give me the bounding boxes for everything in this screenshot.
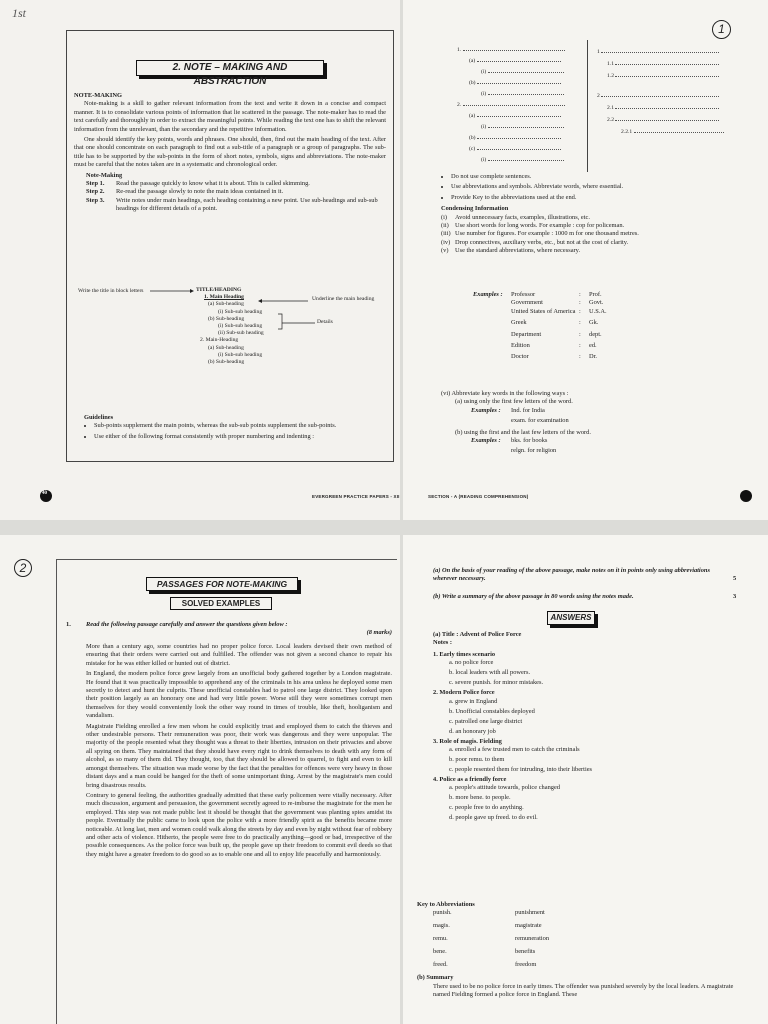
- passage-paragraph: In England, the modern police force grew largely from an unofficial body gathered together by a London magistrate. He found that it was practically impossible to apprehend any of the criminals in his area unless he deployed some men secretly to detect and hunt the culprits. These unofficial constables had to patrol one large district. They looked upon their position largely as an honorary one and had very little power. Worse still they were sometimes corrupt men themselves for they would conveniently look the other way round in times of trouble, like theft, hooliganism and vandalism.: [86, 670, 392, 720]
- page-note-making: [0, 0, 400, 520]
- step-text: Read the passage quickly to know what it is about. This is called skimming.: [116, 180, 310, 188]
- abbreviation-ways: (vi) Abbreviate key words in the following ways : (a) using only the first few letters of the word. Examples : Ind. for India exam. for examination (b) using the first and the last few letters of the word. Examples : bks. for books relgn. for religion: [441, 390, 751, 456]
- notes-item: a. grew in England: [449, 697, 498, 705]
- diagram-outline: [196, 287, 326, 366]
- question-a-marks: 5: [733, 575, 737, 582]
- passage-title: PASSAGES FOR NOTE-MAKING: [146, 577, 298, 591]
- notes-item: a. enrolled a few trusted men to catch the criminals: [449, 746, 580, 754]
- notes-item: b. Unofficial constables deployed: [449, 707, 535, 715]
- format-divider: [587, 40, 588, 172]
- notes-label: Notes :: [433, 639, 452, 647]
- notes-heading: 2. Modern Police force: [433, 689, 495, 697]
- step-row: [74, 180, 386, 188]
- question-b: (b) Write a summary of the above passage in 80 words using the notes made.: [433, 593, 634, 600]
- diagram-line: (a) Sub-heading: [208, 301, 244, 308]
- guidelines-heading: Guidelines: [84, 414, 114, 421]
- passage-paragraph: More than a century ago, some countries had no proper police force. Local leaders devised their own method of ensuring that their orders were carried out and fulfilled. The offender was not given a second chance to repair his mistake for he was either killed or hunted out of district.: [86, 643, 392, 667]
- page-answers: [403, 535, 768, 1024]
- question-text: Read the following passage carefully and answer the questions given below :: [86, 621, 288, 628]
- passage-body: [86, 643, 392, 861]
- question-b-marks: 3: [733, 593, 737, 600]
- condensing-item: Use the standard abbreviations, where necessary.: [455, 247, 581, 255]
- underline-note: Underline the main heading: [312, 296, 375, 302]
- diagram-line: (b) Sub-heading: [208, 315, 245, 322]
- abbr-examples: Examples : Professor : Prof. Government : Govt. United States of America : U.S.A. Greek : Gk. Department : dept. Edition : ed. Doctor : Dr.: [473, 291, 607, 361]
- step-row: [74, 188, 386, 196]
- notes-item: c. people free to do anything.: [449, 804, 524, 812]
- diagram-main-heading: 1. Main Heading: [204, 294, 244, 301]
- tip-item: • Use abbreviations and symbols. Abbreviate words, where essential.: [451, 183, 751, 191]
- section-heading: NOTE-MAKING: [74, 92, 122, 99]
- summary-label: (b) Summary: [417, 974, 454, 982]
- condensing-heading: Condensing Information: [441, 205, 509, 213]
- answer-notes: [433, 631, 753, 824]
- page-format: [403, 0, 768, 520]
- step-row: [74, 197, 386, 214]
- solved-examples-heading: SOLVED EXAMPLES: [170, 597, 272, 610]
- guideline-item: • Use either of the following format consistently with proper numbering and indenting :: [94, 433, 386, 441]
- paragraph: Note-making is a skill to gather relevant information from the text and write it down in a concise and compact manner. It is to consolidate various points of information that lie scattered in the passage. The note-maker has to read the text carefully and thoroughly in order to extract the meaningful points. While reading the text one has to shift the relevant information from the unrelevant, than the secondary and the repetitive information.: [74, 100, 386, 133]
- notes-title: (a) Title : Advent of Police Force: [433, 631, 522, 638]
- page-number: 40: [42, 491, 47, 496]
- diagram-line: 2. Main-Heading: [200, 337, 239, 344]
- notes-item: b. more bene. to people.: [449, 794, 511, 802]
- notes-item: b. poor remu. to them: [449, 756, 505, 764]
- condensing-item: Use short words for long words. For example : cop for policeman.: [455, 222, 625, 230]
- format-left: 1. (a) (i) (b) (i) 2. (a) (i) (b) (c) (i): [457, 44, 582, 165]
- step-label: Step 1.: [86, 180, 105, 188]
- passage-paragraph: Contrary to general feeling, the authorities gradually admitted that these early policemen were vitally necessary. After much discussion, argument and persuasion, the government secretly agreed to re-imburse the magistrate for the men he employed. This step was not made public lest it should be thought that the government was planting spies amidst its people. Eventually the public came to look upon the police with a more friendly spirit as the benefits became more noticeable. At long last, men and women could walk along the streets by day and even by night without fear of robbery and other acts of violence. Hitherto, the people were free to do practically anything—good or bad, irrespective of the possible consequences. As the police force was built up, the people gave up their freedom to commit evil deeds so that they might have a greater freedom to do good so as to enable one and all to enjoy life peacefully and harmoniously.: [86, 791, 392, 858]
- step-label: Step 2.: [86, 188, 105, 196]
- step-text: Re-read the passage slowly to note the main ideas contained in it.: [116, 188, 284, 196]
- page-circle-number: 2: [14, 559, 32, 577]
- notes-heading: 1. Early times scenario: [433, 650, 496, 658]
- page-circle-number: 1: [712, 20, 731, 39]
- diagram-line: (ii) Sub-sub heading: [218, 330, 264, 337]
- diagram-line: (i) Sub-sub heading: [218, 308, 263, 315]
- question-marks: (8 marks): [366, 629, 392, 637]
- summary-text: There used to be no police force in early times. The offender was punished severely by the local leaders. A magistrate named Fielding formed a police force in England. These: [433, 982, 734, 999]
- abbreviation-key: Key to Abbreviations punish. punishment magis. magistrate remu. remuneration bene. benefits freed. freedom (b) Summary There used to be no police force in early times. The offender was punished severely by the local leaders. A magistrate named Fielding formed a police force in England. These: [417, 901, 747, 1000]
- key-heading: Key to Abbreviations: [417, 901, 475, 908]
- notes-item: d. people gave up freed. to do evil.: [449, 814, 538, 822]
- tip-item: • Provide Key to the abbreviations used at the end.: [451, 194, 751, 202]
- page-footer: EVERGREEN PRACTICE PAPERS - XII: [312, 494, 400, 499]
- steps-heading: Note-Making: [86, 171, 123, 179]
- notes-item: a. no police force: [449, 659, 494, 667]
- notes-heading: 3. Role of magis. Fielding: [433, 737, 502, 745]
- example: exam. for examination: [511, 417, 569, 425]
- step-text: Write notes under main headings, each heading containing a new point. Use sub-headings and sub-sub headings for different details of a point.: [116, 196, 378, 213]
- rule-vi-b: (b) using the first and the last few letters of the word.: [455, 428, 591, 436]
- answers-heading: ANSWERS: [547, 611, 595, 625]
- diagram-line: (a) Sub-heading: [208, 344, 244, 351]
- diagram-left-note: Write the title in block letters: [78, 288, 144, 294]
- example: relgn. for religion: [511, 447, 557, 455]
- notes-item: c. patrolled one large district: [449, 717, 523, 725]
- condensing-item: Use number for figures. For example : 1000 m for one thousand metres.: [455, 230, 639, 238]
- notes-item: a. people's attitude towards, police changed: [449, 784, 560, 792]
- notes-item: b. local leaders with all powers.: [449, 669, 531, 677]
- page-corner-dot: [740, 490, 752, 502]
- page-passage: [0, 535, 400, 1024]
- details-note: Details: [317, 319, 333, 325]
- diagram-line: (b) Sub-heading: [208, 359, 245, 366]
- notes-item: d. an honorary job: [449, 727, 496, 735]
- tips: • Do not use complete sentences. • Use abbreviations and symbols. Abbreviate words, where essential. • Provide Key to the abbreviations used at the end. Condensing Information (i) Avoid unnecessary facts, examples, illustrations, etc. (ii) Use short words for long words. For example : cop for policeman. (iii) Use number for figures. For example : 1000 m for one thousand metres. (iv) Drop connectives, auxiliary verbs, etc., but not at the cost of clarity. (v) Use the standard abbreviations, where necessary.: [441, 173, 751, 256]
- handwritten-note: 1st: [12, 6, 27, 20]
- passage-paragraph: Magistrate Fielding enrolled a few men whom he could explicitly trust and employed them to catch the thieves and other undesirable persons. Their remuneration was poor, their work was dangerous and they were unpopular. The majority of the people resented what they thought was a threat to their liberties, intrusion on their privacies and above all spying on them. They maintained that they should have every right to drink themselves to death with any form of alcohol, as so many of them did. They thought, too, that they should be allowed to quarrel, to fight and even to kill amongst themselves. The situation was made worse by the fact that the penalties for offences were very heavy in those distant days and a man could be hanged for the theft of some unimportant thing. Arrest by the magistrate's men could bring disastrous results.: [86, 722, 392, 789]
- intro-text: [74, 92, 386, 214]
- question-a: (a) On the basis of your reading of the above passage, make notes on it in points only using abbreviations wherever necessary.: [433, 567, 710, 583]
- condensing-item: Avoid unnecessary facts, examples, illustrations, etc.: [455, 213, 590, 221]
- diagram-line: (i) Sub-sub heading: [218, 323, 263, 330]
- question-head: 1. Read the following passage carefully and answer the questions given below : (8 marks): [66, 621, 392, 637]
- condensing-item: Drop connectives, auxiliary verbs, etc., but not at the cost of clarity.: [455, 238, 629, 246]
- format-right: 1 1.1 1.2 2 2.1 2.2 2.2.1: [597, 46, 747, 138]
- page-footer: SECTION - A (READING COMPREHENSION): [428, 494, 529, 499]
- guidelines: [84, 414, 386, 443]
- tip-item: • Do not use complete sentences.: [451, 173, 751, 181]
- notes-item: c. severe punish. for minor mistakes.: [449, 679, 544, 687]
- diagram-title: TITLE/HEADING: [196, 287, 242, 293]
- rule-vi-a: (a) using only the first few letters of the word.: [455, 398, 573, 406]
- step-label: Step 3.: [86, 196, 105, 204]
- guideline-item: • Sub-points supplement the main points, whereas the sub-sub points supplement the sub-points.: [94, 422, 386, 430]
- diagram-line: (i) Sub-sub heading: [218, 351, 263, 358]
- notes-heading: 4. Police as a friendly force: [433, 776, 507, 784]
- paragraph: One should identify the key points, words and phrases. One should, then, find out the main heading of the text. After that one should concentrate on each paragraph to find out a sub-title of a paragraph or a group of paragraphs. The sub-title has to be supported by the sub-points in the form of short notes, symbols, signs and abbreviations. The note-maker must be careful that the notes taken are in a systematic and chronological order.: [74, 136, 386, 169]
- notes-item: c. people resented them for intruding, into their liberties: [449, 766, 593, 774]
- rule-vi: (vi) Abbreviate key words in the following ways :: [441, 390, 569, 397]
- chapter-title: 2. NOTE – MAKING AND ABSTRACTION: [136, 60, 324, 76]
